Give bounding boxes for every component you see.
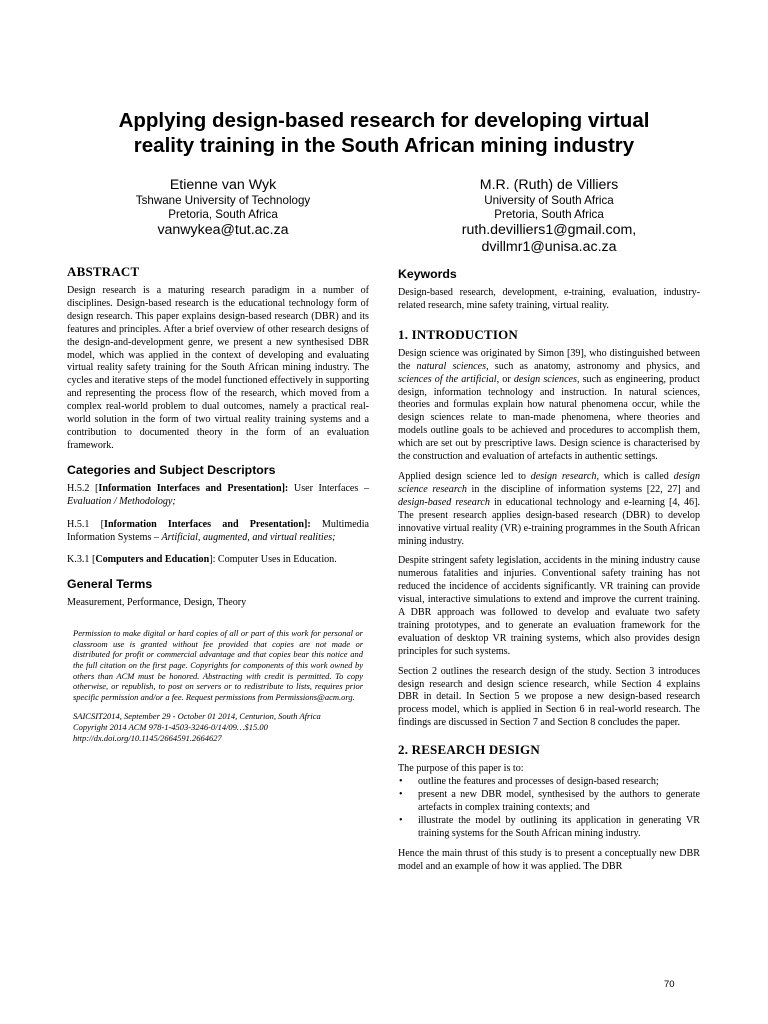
left-column	[67, 264, 369, 743]
research-design-closing: Hence the main thrust of this study is to present a conceptually new DBR model and an example of how it was applied. The DBR	[398, 847, 700, 872]
abstract-text: Design research is a maturing research paradigm in a number of disciplines. Design-based research is the educational technology form of design research. This paper explains design-based research (DBR) and its features and principles. After a brief overview of other research designs of the design-and-development genre, we present a new synthesised DBR model, which was applied in the context of developing and evaluating virtual reality safety training for the South African mining industry. The cycles and iterative steps of the model functioned effectively in supporting and representing the process flow of the research, which moved from a complex real-world problem to dual outcomes, namely a practical real-world solution in the form of two virtual reality training systems and a contribution to documented theory in the form of an evaluation framework.	[67, 285, 369, 451]
author-location: Pretoria, South Africa	[168, 208, 278, 221]
general-terms-heading: General Terms	[67, 577, 153, 592]
research-design-heading: 2. RESEARCH DESIGN	[398, 742, 540, 758]
intro-paragraph-3: Despite stringent safety legislation, accidents in the mining industry cause numerous fatalities and injuries. Conventional safety training has not reduced the incidence of accidents significantly. VR training can provide visual, interactive simulations to extend and improve the current training. A DBR approach was followed to develop and evaluate two safety training prototypes, and to generate an evaluation framework for the evaluation of desktop VR training systems, which also provides design principles for such systems.	[398, 555, 700, 657]
author-email[interactable]: vanwykea@tut.ac.za	[157, 222, 289, 238]
keywords-heading: Keywords	[398, 267, 457, 281]
copyright-line: Copyright 2014 ACM 978-1-4503-3246-0/14/09…$15.00	[73, 721, 268, 732]
general-terms-text: Measurement, Performance, Design, Theory	[67, 597, 247, 609]
title-line-1: Applying design-based research for developing virtual	[118, 109, 650, 132]
page-number: 70	[664, 979, 675, 990]
author-email-secondary[interactable]: dvillmr1@unisa.ac.za	[481, 239, 617, 255]
author-name: M.R. (Ruth) de Villiers	[479, 177, 619, 193]
intro-paragraph-2: Applied design science led to design research, which is called design science research in the discipline of information systems [22, 27] and design-based research in educational technology and e-learning [4, 46]. The present research applies design-based research (DBR) to develop innovative virtual reality (VR) e-training programmes in the South African mining industry.	[398, 470, 700, 547]
bullet-icon: •	[399, 814, 403, 826]
category-entry: H.5.2 [Information Interfaces and Presentation]: User Interfaces – Evaluation / Methodology;	[67, 482, 369, 507]
author-affiliation: Tshwane University of Technology	[135, 194, 311, 207]
keywords-text: Design-based research, development, e-training, evaluation, industry-related research, mine safety training, virtual reality.	[398, 287, 700, 311]
author-location: Pretoria, South Africa	[494, 208, 604, 221]
permission-notice: Permission to make digital or hard copies of all or part of this work for personal or classroom use is granted without fee provided that copies are not made or distributed for profit or commercial advantage and that copies bear this notice and the full citation on the first page. Copyrights for components of this work owned by others than ACM must be honored. Abstracting with credit is permitted. To copy otherwise, or republish, to post on servers or to redistribute to lists, requires prior specific permission and/or a fee. Request permissions from Permissions@acm.org.	[73, 628, 363, 702]
categories-heading: Categories and Subject Descriptors	[67, 462, 276, 477]
conference-info	[73, 711, 363, 743]
intro-paragraph-1: Design science was originated by Simon [39], who distinguished between the natural sciences, such as anatomy, astronomy and physics, and sciences of the artificial, or design sciences, such as engineering, product design, information technology and instruction. In natural sciences, theories and formulas explain how natural phenomena occur, while the design sciences relate to man-made phenomena, where theories and models outline goals to be achieved and procedures to accomplish them, which are set out by prescriptive laws. Design science is characterised by the construction and evaluation of artefacts in authentic settings.	[398, 347, 700, 463]
doi-link[interactable]: http://dx.doi.org/10.1145/2664591.2664627	[73, 732, 222, 743]
author-block-2	[432, 177, 666, 256]
purpose-list	[398, 776, 700, 841]
paper-title	[60, 108, 708, 158]
list-item: • outline the features and processes of design-based research;	[399, 776, 659, 788]
introduction-heading: 1. INTRODUCTION	[398, 326, 519, 342]
category-entry: H.5.1 [Information Interfaces and Presentation]: Multimedia Information Systems – Artificial, augmented, and virtual realities;	[67, 518, 370, 543]
author-name: Etienne van Wyk	[169, 177, 277, 193]
right-column	[398, 267, 700, 873]
author-email[interactable]: ruth.devilliers1@gmail.com,	[461, 222, 637, 238]
conference-line: SAICSIT2014, September 29 - October 01 2014, Centurion, South Africa	[73, 711, 321, 722]
bullet-icon: •	[399, 789, 403, 800]
bullet-icon: •	[399, 776, 403, 788]
intro-paragraph-4: Section 2 outlines the research design of the study. Section 3 introduces design research and design science research, while Section 4 explains DBR in detail. In Section 5 we propose a new design-based research process model, which is applied in Section 6 in real-world research. The findings are discussed in Section 7 and Section 8 concludes the paper.	[398, 665, 700, 729]
author-affiliation: University of South Africa	[484, 194, 614, 207]
research-design-lead: The purpose of this paper is to:	[398, 763, 524, 775]
category-entry: K.3.1 [Computers and Education]: Computer Uses in Education.	[67, 554, 337, 566]
list-item: • present a new DBR model, synthesised by the authors to generate artefacts in complex training contexts; and	[399, 789, 700, 813]
title-line-2: reality training in the South African mining industry	[133, 134, 635, 157]
list-item: • illustrate the model by outlining its application in generating VR training systems for the South African mining industry.	[399, 814, 700, 839]
abstract-heading: ABSTRACT	[67, 264, 140, 279]
author-block-1	[108, 177, 338, 239]
